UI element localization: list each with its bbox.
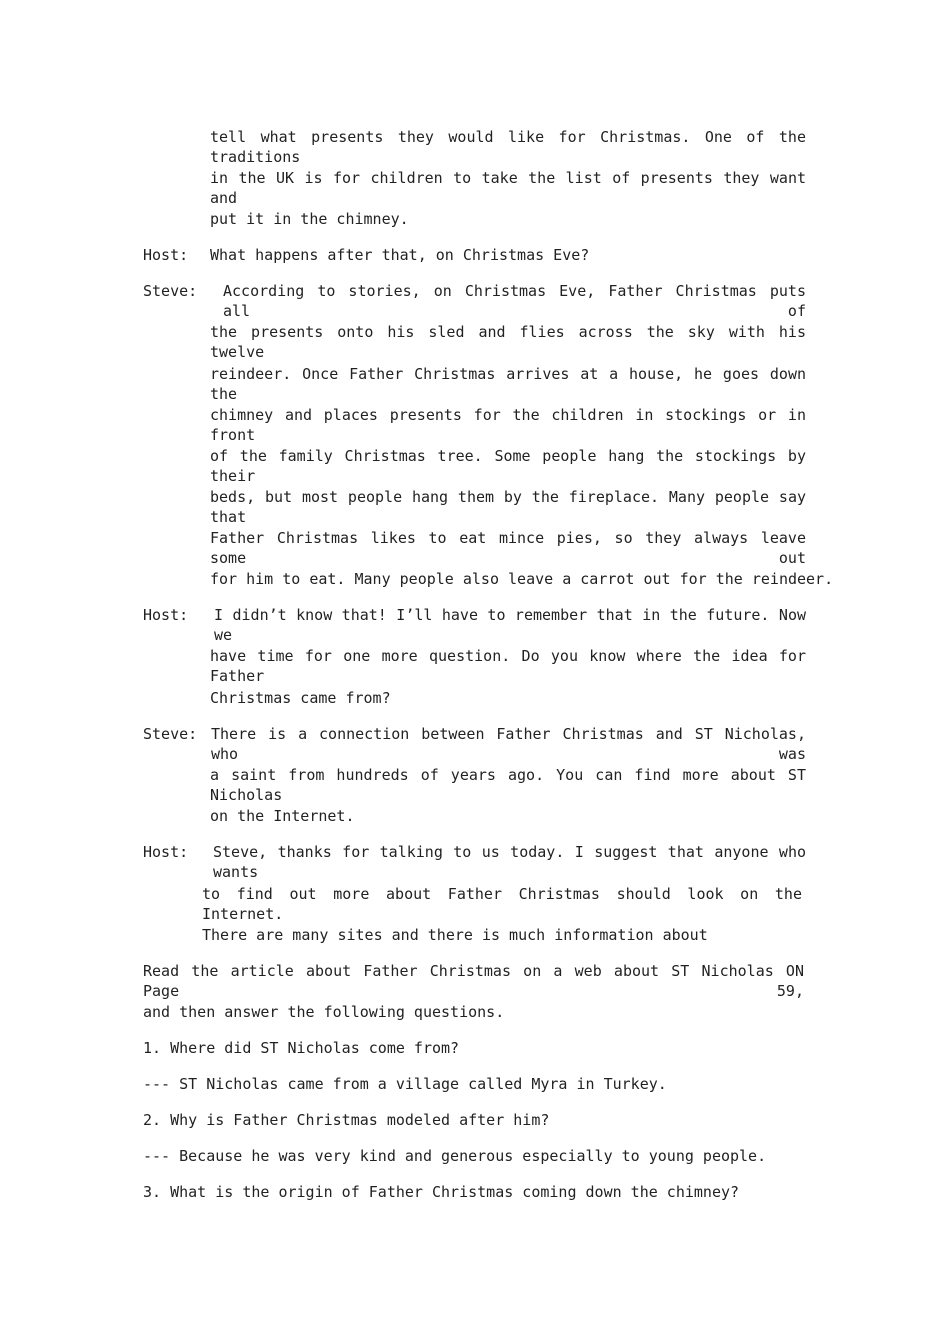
dialogue-line: reindeer. Once Father Christmas arrives at a house, he goes down the: [210, 365, 806, 403]
answer: --- ST Nicholas came from a village called Myra in Turkey.: [143, 1075, 667, 1093]
answer: --- Because he was very kind and generous especially to young people.: [143, 1147, 767, 1165]
dialogue-line: According to stories, on Christmas Eve, Father Christmas puts all of: [223, 282, 806, 320]
dialogue-line: chimney and places presents for the children in stockings or in front: [210, 406, 806, 444]
dialogue-line: Father Christmas likes to eat mince pies, so they always leave some out: [210, 529, 806, 567]
dialogue-line: of the family Christmas tree. Some people hang the stockings by their: [210, 447, 806, 485]
question: 3. What is the origin of Father Christmas coming down the chimney?: [143, 1183, 740, 1201]
dialogue-line: Christmas came from?: [210, 689, 391, 707]
question: 1. Where did ST Nicholas come from?: [143, 1039, 460, 1057]
dialogue-line: on the Internet.: [210, 807, 355, 825]
dialogue-line: to find out more about Father Christmas should look on the Internet.: [202, 885, 802, 923]
instruction-line: and then answer the following questions.: [143, 1003, 505, 1021]
dialogue-line: in the UK is for children to take the list of presents they want and: [210, 169, 806, 207]
instruction-line: Read the article about Father Christmas on a web about ST Nicholas ON Page 59,: [143, 962, 804, 1000]
dialogue-line: a saint from hundreds of years ago. You can find more about ST Nicholas: [210, 766, 806, 804]
dialogue-line: tell what presents they would like for Christmas. One of the traditions: [210, 128, 806, 166]
speaker-label: Host:: [143, 246, 189, 264]
dialogue-line: put it in the chimney.: [210, 210, 409, 228]
question: 2. Why is Father Christmas modeled after him?: [143, 1111, 550, 1129]
speaker-label: Steve:: [143, 725, 198, 743]
dialogue-line: the presents onto his sled and flies across the sky with his twelve: [210, 323, 806, 361]
dialogue-line: Steve, thanks for talking to us today. I suggest that anyone who wants: [213, 843, 806, 881]
dialogue-line: There is a connection between Father Christmas and ST Nicholas, who was: [211, 725, 806, 763]
speaker-label: Host:: [143, 606, 189, 624]
dialogue-line: There are many sites and there is much information about: [202, 926, 708, 944]
speaker-label: Steve:: [143, 282, 198, 300]
dialogue-line: for him to eat. Many people also leave a carrot out for the reindeer.: [210, 570, 834, 588]
speaker-label: Host:: [143, 843, 189, 861]
dialogue-line: beds, but most people hang them by the fireplace. Many people say that: [210, 488, 806, 526]
dialogue-line: I didn’t know that! I’ll have to remember that in the future. Now we: [214, 606, 806, 644]
dialogue-line: What happens after that, on Christmas Eve?: [210, 246, 590, 264]
dialogue-line: have time for one more question. Do you know where the idea for Father: [210, 647, 806, 685]
